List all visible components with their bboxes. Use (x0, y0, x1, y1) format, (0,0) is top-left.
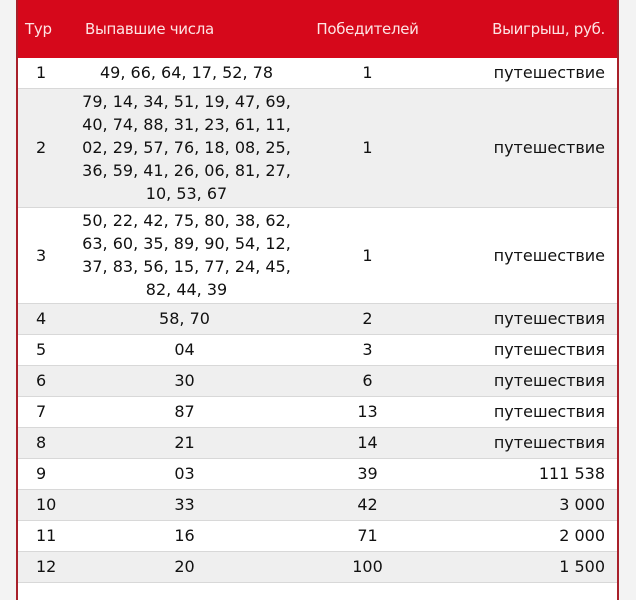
winners-cell: 14 (300, 427, 435, 458)
prize-cell: путешествия (435, 303, 617, 334)
numbers-cell: 87 (69, 396, 300, 427)
tour-cell: 7 (18, 396, 69, 427)
table-row (18, 489, 617, 520)
winners-cell: 42 (300, 489, 435, 520)
prize-cell: путешествия (435, 427, 617, 458)
winners-cell: 6 (300, 365, 435, 396)
winners-cell: 2 (300, 303, 435, 334)
winners-cell: 1 (300, 58, 435, 88)
table-row (18, 458, 617, 489)
prize-cell: 3 000 (435, 489, 617, 520)
numbers-cell (69, 88, 300, 207)
column-header-numbers: Выпавшие числа (85, 20, 214, 38)
tour-cell: 1 (18, 58, 69, 88)
winners-cell: 39 (300, 458, 435, 489)
prize-cell: путешествия (435, 334, 617, 365)
table-row (18, 303, 617, 334)
prize-cell: путешествия (435, 365, 617, 396)
tour-cell: 6 (18, 365, 69, 396)
table-row (18, 427, 617, 458)
tour-cell: 11 (18, 520, 69, 551)
numbers-cell: 16 (69, 520, 300, 551)
tour-cell: 4 (18, 303, 69, 334)
tour-cell: 12 (18, 551, 69, 582)
numbers-cell: 30 (69, 365, 300, 396)
numbers-text: 79, 14, 34, 51, 19, 47, 69, 40, 74, 88, 31, 23, 61, 11, 02, 29, 57, 76, 18, 08, 25, 36, 59, 41, 26, 06, 81, 27, 10, 53, 67 (82, 92, 291, 203)
table-row (18, 207, 617, 303)
numbers-text: 49, 66, 64, 17, 52, 78 (99, 63, 273, 83)
tour-cell: 9 (18, 458, 69, 489)
winners-cell: 3 (300, 334, 435, 365)
numbers-cell: 58, 70 (69, 303, 300, 334)
numbers-cell: 33 (69, 489, 300, 520)
lottery-results-table (18, 0, 617, 583)
table-row (18, 551, 617, 582)
table-row (18, 334, 617, 365)
winners-cell: 13 (300, 396, 435, 427)
winners-cell: 100 (300, 551, 435, 582)
numbers-cell: 21 (69, 427, 300, 458)
tour-cell: 10 (18, 489, 69, 520)
tour-cell: 2 (18, 88, 69, 207)
prize-cell: путешествие (435, 207, 617, 303)
prize-cell: 2 000 (435, 520, 617, 551)
table-row (18, 520, 617, 551)
numbers-cell: 20 (69, 551, 300, 582)
table-row (18, 365, 617, 396)
winners-cell: 71 (300, 520, 435, 551)
results-table-container (16, 0, 619, 600)
table-row (18, 396, 617, 427)
column-header-tour: Тур (25, 20, 52, 38)
numbers-cell: 04 (69, 334, 300, 365)
table-header-row (18, 0, 617, 58)
prize-cell: 111 538 (435, 458, 617, 489)
winners-cell: 1 (300, 207, 435, 303)
table-row (18, 88, 617, 207)
prize-cell: 1 500 (435, 551, 617, 582)
prize-cell: путешествие (435, 58, 617, 88)
table-row (18, 58, 617, 88)
tour-cell: 5 (18, 334, 69, 365)
column-header-prize: Выигрыш, руб. (492, 20, 605, 38)
numbers-cell (69, 207, 300, 303)
tour-cell: 8 (18, 427, 69, 458)
prize-cell: путешествия (435, 396, 617, 427)
tour-cell: 3 (18, 207, 69, 303)
winners-cell: 1 (300, 88, 435, 207)
numbers-cell: 03 (69, 458, 300, 489)
numbers-text: 50, 22, 42, 75, 80, 38, 62, 63, 60, 35, 89, 90, 54, 12, 37, 83, 56, 15, 77, 24, 45, 82, 44, 39 (82, 211, 291, 299)
numbers-cell (69, 58, 300, 88)
column-header-winners: Победителей (316, 20, 419, 38)
prize-cell: путешествие (435, 88, 617, 207)
